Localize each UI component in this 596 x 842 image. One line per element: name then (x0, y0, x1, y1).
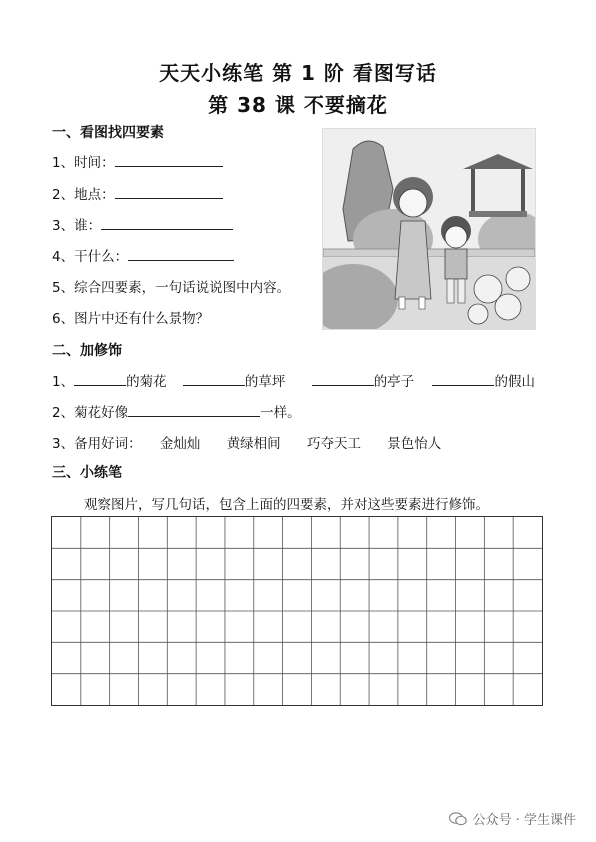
item-who: 3、谁： (52, 214, 233, 234)
answer-blank[interactable] (101, 217, 233, 230)
answer-blank[interactable] (74, 373, 126, 386)
word-bank: 3、备用好词： 金灿灿 黄绿相间 巧夺天工 景色怡人 (52, 436, 442, 452)
word-item: 景色怡人 (387, 436, 442, 452)
writing-grid-lines (52, 517, 542, 705)
section3-heading: 三、小练笔 (52, 465, 122, 481)
answer-blank[interactable] (432, 373, 494, 386)
lesson-title: 第 38 课 不要摘花 (208, 93, 388, 117)
item-summary: 5、综合四要素，一句话说说图中内容。 (52, 280, 291, 296)
footer-watermark (449, 809, 576, 828)
illustration-graphic (323, 129, 535, 329)
answer-blank[interactable] (183, 373, 245, 386)
item-time: 1、时间： (52, 151, 223, 171)
word-item: 黄绿相间 (226, 436, 281, 452)
answer-blank[interactable] (128, 404, 260, 417)
wechat-icon (449, 812, 467, 826)
writing-instruction: 观察图片，写几句话，包含上面的四要素，并对这些要素进行修饰。 (84, 497, 489, 513)
answer-blank[interactable] (115, 154, 223, 167)
word-item: 金灿灿 (159, 436, 201, 452)
writing-grid[interactable] (51, 516, 543, 706)
item-scenery: 6、图片中还有什么景物？ (52, 311, 210, 327)
modifier-row-1: 1、 的菊花 的草坪 的亭子 的假山 (52, 374, 535, 390)
footer-text: 公众号 · 学生课件 (472, 813, 576, 828)
item-doing: 4、干什么： (52, 245, 234, 265)
word-item: 巧夺天工 (306, 436, 361, 452)
section2-heading: 二、加修饰 (52, 343, 122, 359)
modifier-row-2: 2、菊花好像 一样。 (52, 405, 301, 421)
section1-heading: 一、看图找四要素 (52, 125, 164, 141)
page-title: 天天小练笔 第 1 阶 看图写话 (159, 61, 437, 85)
scene-illustration (322, 128, 536, 330)
answer-blank[interactable] (115, 186, 223, 199)
answer-blank[interactable] (128, 248, 234, 261)
answer-blank[interactable] (312, 373, 374, 386)
item-place: 2、地点： (52, 183, 223, 203)
